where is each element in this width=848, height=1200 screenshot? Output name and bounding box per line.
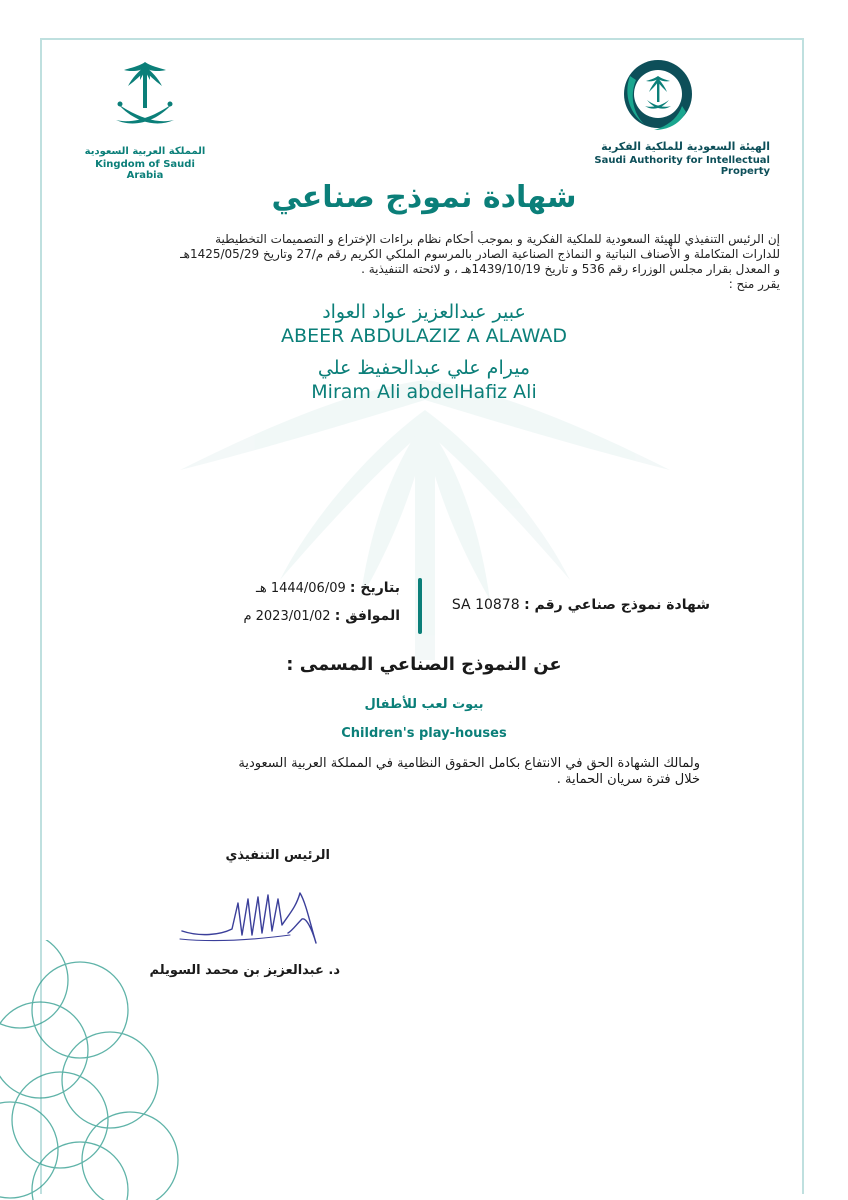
model-name-arabic: بيوت لعب للأطفال [364, 697, 484, 712]
model-name-english: Children's play-houses [341, 726, 507, 741]
grantee-1-english-name: ABEER ABDULAZIZ A ALAWAD [281, 325, 567, 347]
certificate-number [440, 597, 710, 613]
preamble-line: يقرر منح : [728, 277, 780, 291]
grantee-2-english-name: Miram Ali abdelHafiz Ali [311, 381, 537, 403]
grantee-names [0, 300, 848, 404]
corresponding-label: الموافق : [334, 608, 400, 624]
certificate-number-value: SA 10878 [451, 597, 520, 613]
certificate-preamble [100, 232, 780, 292]
certificate-dates [210, 580, 400, 636]
palm-swords-emblem-icon [110, 58, 180, 138]
date-hijri: 1444/06/09 هـ [256, 581, 346, 596]
preamble-line: إن الرئيس التنفيذي للهيئة السعودية للملكية الفكرية و بموجب أحكام نظام براءات الإختراع و التصميمات التخطيطية [215, 232, 780, 246]
grantee-1-arabic-name: عبير عبدالعزيز عواد العواد [322, 301, 526, 323]
signatory-title: الرئيس التنفيذي [225, 848, 330, 863]
certificate-number-label: شهادة نموذج صناعي رقم : [524, 597, 710, 613]
grantee-2-arabic-name: ميرام علي عبدالحفيظ علي [317, 357, 531, 379]
preamble-line: و المعدل بقرار مجلس الوزراء رقم 536 و تاريخ 1439/10/19هـ ، و لائحته التنفيذية . [361, 262, 780, 276]
signature-block [149, 848, 340, 978]
decorative-corner-pattern-icon [0, 940, 220, 1200]
date-gregorian: 2023/01/02 م [243, 609, 331, 624]
date-label: بتاريخ : [349, 580, 400, 596]
signatory-name: د. عبدالعزيز بن محمد السويلم [149, 963, 340, 978]
rights-statement [160, 756, 700, 788]
handwritten-signature-icon [160, 873, 340, 955]
kingdom-logo [80, 58, 210, 181]
kingdom-name-english: Kingdom of Saudi Arabia [95, 159, 195, 181]
saip-emblem-icon [618, 56, 698, 134]
kingdom-name-arabic: المملكة العربية السعودية [84, 146, 206, 157]
saip-logo [545, 56, 770, 177]
vertical-divider [418, 578, 422, 634]
model-heading: عن النموذج الصناعي المسمى : [286, 654, 562, 675]
preamble-line: للدارات المتكاملة و الأصناف النباتية و النماذج الصناعية الصادر بالمرسوم الملكي الكريم رقم م/27 وتاريخ 1425/05/29هـ [180, 247, 780, 261]
saip-name-arabic: الهيئة السعودية للملكية الفكرية [601, 140, 770, 153]
certificate-title: شهادة نموذج صناعي [271, 180, 577, 215]
saip-name-english: Saudi Authority for Intellectual Property [594, 155, 770, 177]
rights-line: خلال فترة سريان الحماية . [556, 772, 700, 787]
rights-line: ولمالك الشهادة الحق في الانتفاع بكامل الحقوق النظامية في المملكة العربية السعودية [238, 756, 700, 771]
